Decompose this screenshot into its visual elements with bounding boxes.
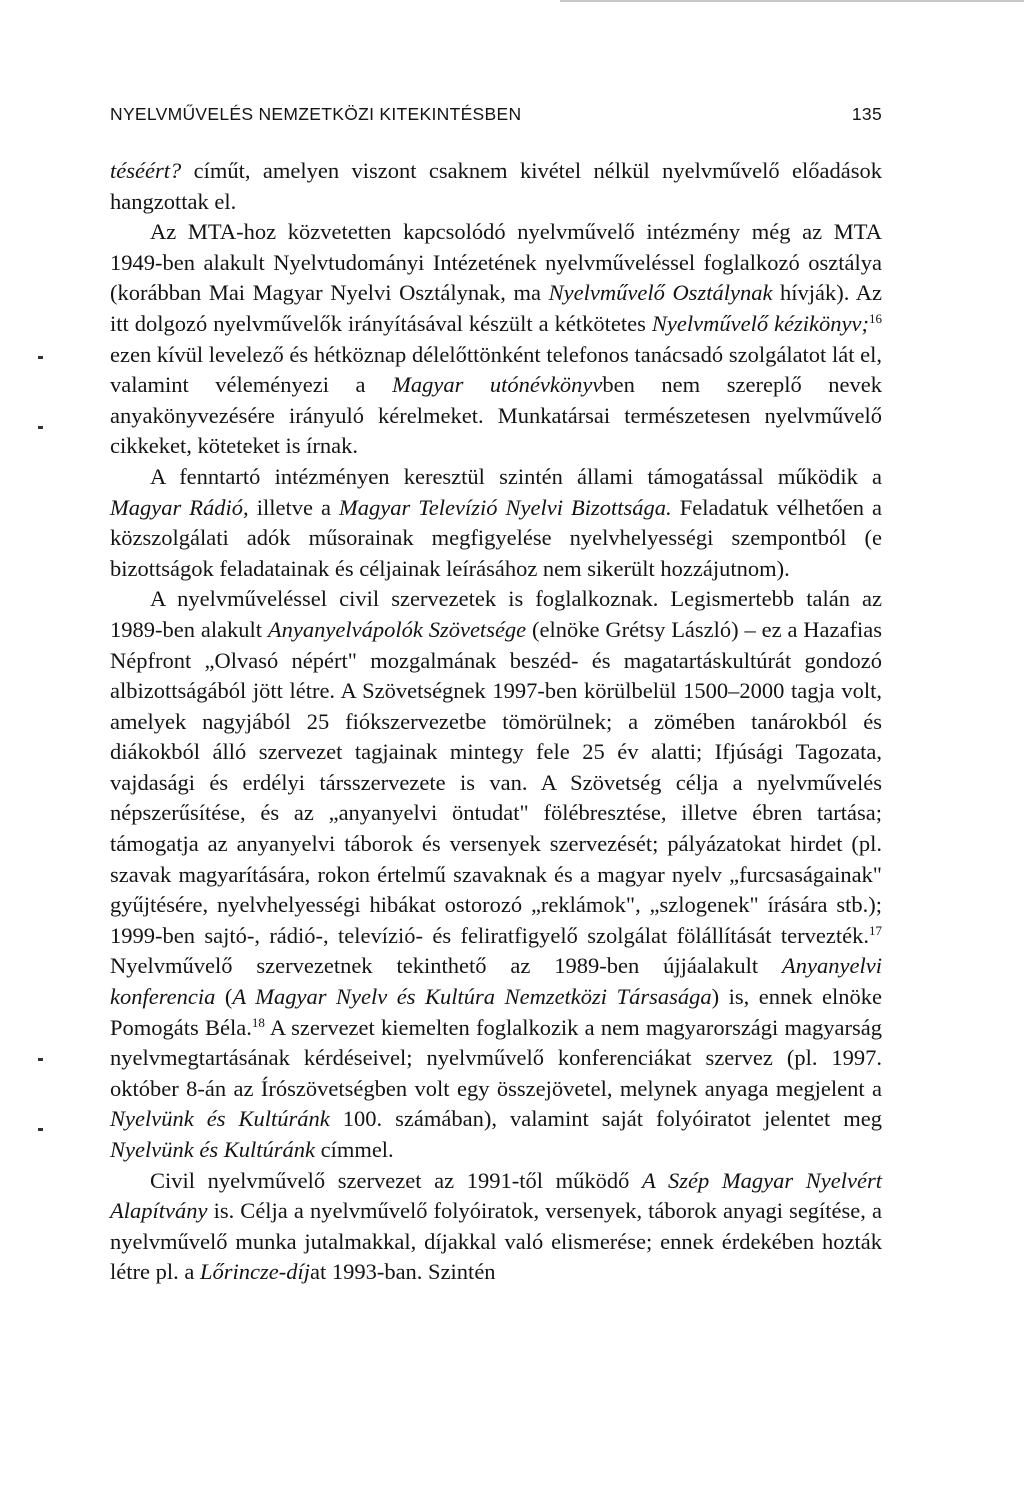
italic-title: téséért? — [110, 158, 182, 183]
italic-title: Nyelvünk és Kultúránk — [110, 1106, 330, 1132]
italic-title: A Magyar Nyelv és Kultúra Nemzetközi Társasága — [232, 984, 712, 1010]
text-run: 100. számában), valamint saját folyóiratot jelentet meg — [329, 1106, 882, 1132]
paragraph-mta — [110, 217, 882, 462]
running-header — [110, 104, 882, 125]
italic-title: Nyelvművelő Osztálynak — [548, 280, 773, 306]
paragraph-foundation — [110, 1166, 882, 1288]
text-run: Civil nyelvművelő szervezet az 1991-től működő — [150, 1167, 643, 1193]
text-run: címűt, amelyen viszont csaknem kivétel nélkül nyelvművelő előadások hangzottak el. — [110, 158, 882, 214]
italic-title: Lőrincze-díj — [199, 1259, 310, 1285]
italic-title: Nyelvünk és Kultúránk — [110, 1137, 315, 1162]
main-text — [110, 156, 882, 1288]
text-run: címmel. — [314, 1137, 394, 1162]
text-run: Feladatuk vélhetően a közszolgálati adók műsorainak megfigyelése nyelvhelyességi szempontból (e bizottságok feladatainak és céljainak leírásához nem sikerült hozzájutnom). — [110, 494, 882, 581]
text-run: Nyelvművelő szervezetnek tekinthető az 1989-ben újjáalakult — [110, 953, 783, 979]
paragraph-radio-tv — [110, 462, 882, 584]
text-run: is. Célja a nyelvművelő folyóiratok, versenyek, táborok anyagi segítése, a nyelvművelő munka jutalmakkal, díjakkal való elismerése; ennek érdekében hozták létre pl. a — [110, 1198, 882, 1285]
italic-title: Anyanyelvi konferencia — [110, 953, 882, 1010]
text-run: at 1993-ban. Szintén — [309, 1259, 496, 1285]
margin-mark — [38, 1128, 43, 1131]
text-run: illetve a — [248, 494, 340, 520]
text-run: ( — [215, 984, 233, 1010]
paragraph-continuation — [110, 156, 882, 217]
margin-mark — [38, 1058, 43, 1061]
footnote-marker: 16 — [869, 310, 883, 326]
margin-mark — [38, 426, 43, 429]
text-run: ezen kívül levelező és hétköznap délelőttönként telefonos tanácsadó szolgálatot lát el, valamint véleményezi a — [110, 341, 882, 398]
footnote-marker: 17 — [869, 922, 882, 938]
page-number: 135 — [851, 104, 882, 124]
italic-title: Anyanyelvápolók Szövetsége — [267, 616, 527, 642]
text-run: hívják). Az itt dolgozó nyelvművelők irányításával készült a kétkötetes — [110, 280, 882, 336]
text-run: ) is, ennek elnöke Pomogáts Béla. — [110, 984, 883, 1040]
margin-mark — [38, 356, 43, 359]
italic-title: Magyar Rádió, — [110, 494, 249, 520]
text-run: (elnöke Grétsy László) – ez a Hazafias Népfront „Olvasó népért" mozgalmának beszéd- és magatartáskultúrát gondozó albizottságából jött létre. A Szövetségnek 1997-ben körülbelül 1500–2000 tagja volt, amelyek nagyjából 25 fiókszervezetbe tömörülnek; a zömében tanárokból és diákokból álló szervezet tagjainak mintegy fele 25 év alatti; Ifjúsági Tagozata, vajdasági és erdélyi társszervezete is van. A Szövetség célja a nyelvművelés népszerűsítése, és az „anyanyelvi öntudat" fölébresztése, illetve ébren tartása; támogatja az anyanyelvi táborok és versenyek szervezését; pályázatokat hirdet (pl. szavak magyarítására, rokon értelmű szavaknak és a magyar nyelv „furcsaságainak" gyűjtésére, nyelvhelyességi hibákat ostorozó „reklámok", „szlogenek" írására stb.); 1999-ben sajtó-, rádió-, televízió- és feliratfigyelő szolgálat fölállítását tervezték. — [110, 616, 882, 948]
scan-edge-mark — [560, 0, 1024, 2]
italic-title: A Szép Magyar Nyelvért Alapítvány — [110, 1167, 883, 1224]
text-run: ben nem szereplő nevek anyakönyvezésére irányuló kérelmeket. Munkatársai természetesen nyelvművelő cikkeket, köteteket is írnak. — [110, 372, 882, 459]
text-run: A szervezet kiemelten foglalkozik a nem magyarországi magyarság nyelvmegtartásának kérdéseivel; nyelvművelő konferenciákat szervez (pl. 1997. október 8-án az Írószövetségben volt egy összejövetel, melynek anyaga megjelent a — [110, 1014, 882, 1101]
text-run: A nyelvműveléssel civil szervezetek is foglalkoznak. Legismertebb talán az 1989-ben alakult — [110, 586, 882, 642]
footnote-marker: 18 — [251, 1014, 265, 1030]
paragraph-civil — [110, 584, 882, 1165]
running-header-title: NYELVMŰVELÉS NEMZETKÖZI KITEKINTÉSBEN — [110, 104, 522, 124]
italic-title: Magyar Televízió Nyelvi Bizottsága. — [339, 494, 672, 520]
text-run: Az MTA-hoz közvetetten kapcsolódó nyelvművelő intézmény még az MTA 1949-ben alakult Nyelvtudományi Intézetének nyelvműveléssel foglalkozó osztálya (korábban Mai Magyar Nyelvi Osztálynak, ma — [110, 219, 882, 306]
text-run: A fenntartó intézményen keresztül szintén állami támogatással működik a — [150, 463, 882, 489]
italic-title: Magyar utónévkönyv — [392, 372, 603, 398]
italic-title: Nyelvművelő kézikönyv; — [651, 310, 870, 336]
